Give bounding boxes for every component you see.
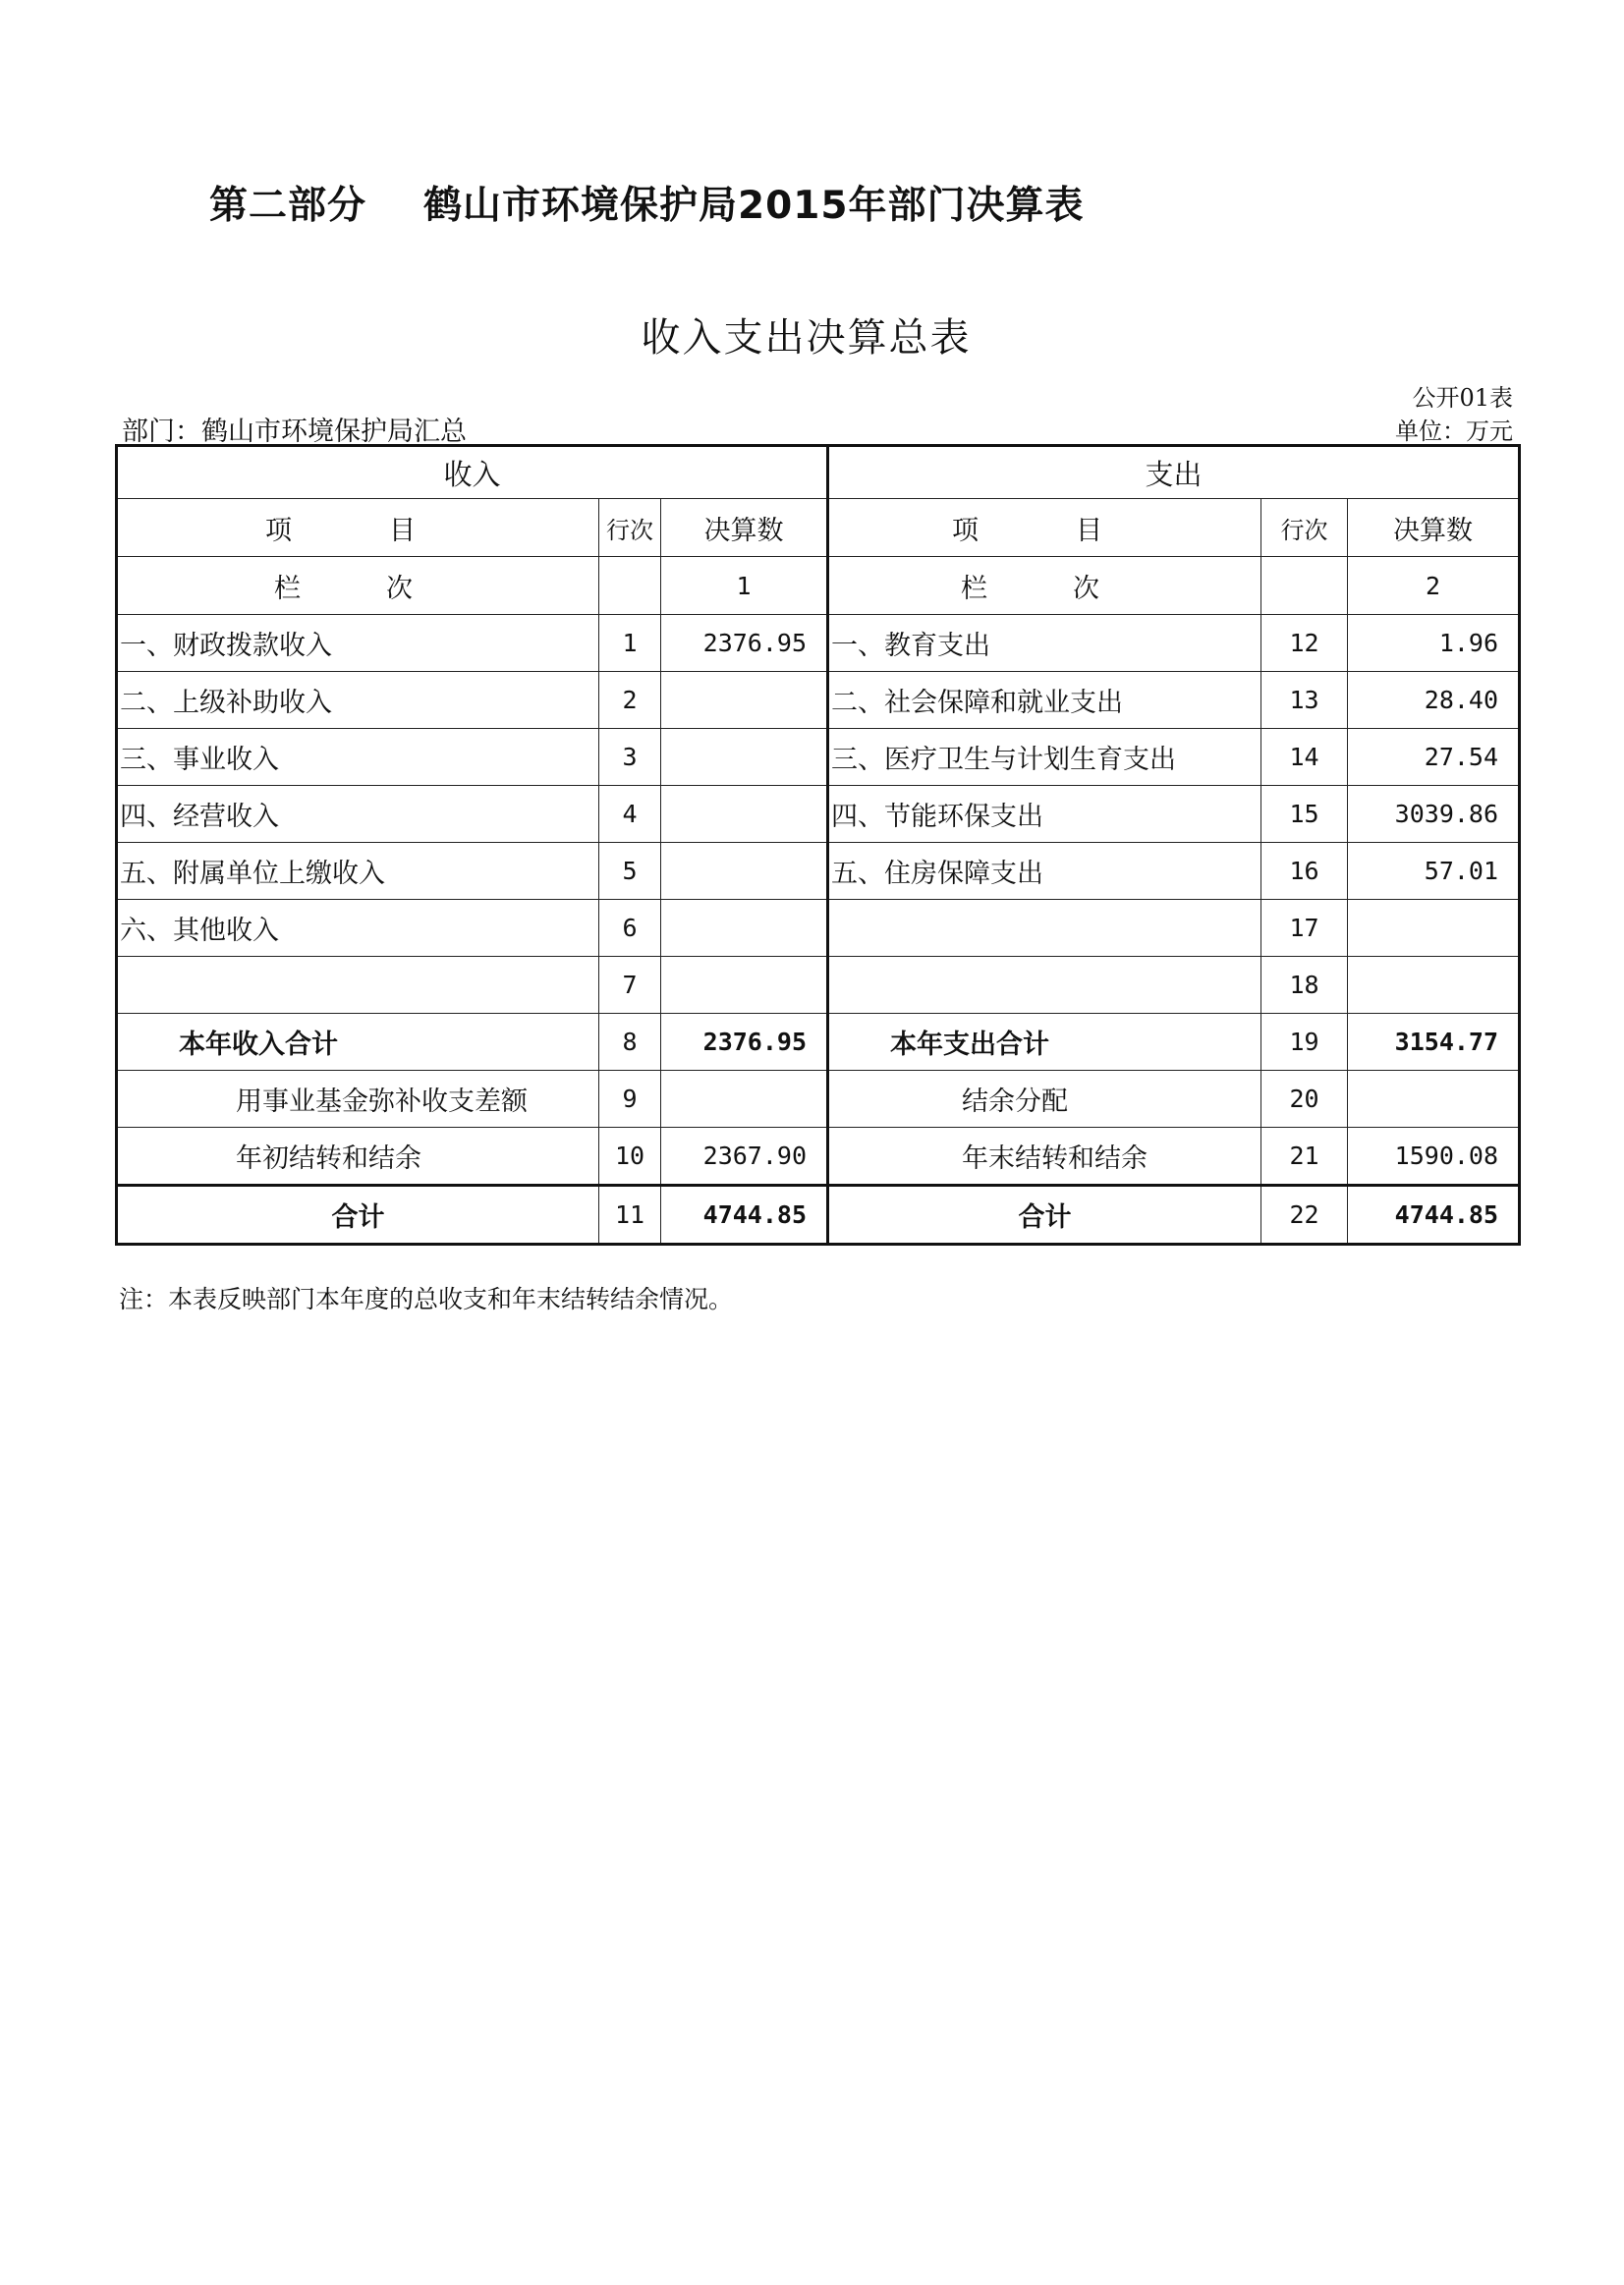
table-row — [117, 615, 1520, 672]
expense-row-no: 18 — [1261, 957, 1348, 1014]
income-row-no: 10 — [599, 1128, 661, 1186]
column-number-row — [117, 557, 1520, 615]
expense-row-no: 15 — [1261, 786, 1348, 843]
income-row-no: 4 — [599, 786, 661, 843]
income-supplement-label: 用事业基金弥补收支差额 — [117, 1071, 599, 1128]
expense-rowno-header: 行次 — [1261, 499, 1348, 557]
income-item: 六、其他收入 — [117, 900, 599, 957]
form-number: 公开01表 — [1412, 384, 1513, 412]
expense-section-header: 支出 — [828, 446, 1520, 499]
expense-amount-header: 决算数 — [1348, 499, 1520, 557]
document-heading — [209, 175, 1085, 230]
expense-supplement-label: 结余分配 — [828, 1071, 1261, 1128]
income-row-no: 2 — [599, 672, 661, 729]
income-amount — [661, 729, 828, 786]
expense-item: 一、教育支出 — [828, 615, 1261, 672]
unit-label: 单位：万元 — [1395, 418, 1513, 445]
income-item: 五、附属单位上缴收入 — [117, 843, 599, 900]
expense-year-total-amount: 3154.77 — [1348, 1014, 1520, 1071]
expense-row-no: 20 — [1261, 1071, 1348, 1128]
table-title: 收入支出决算总表 — [641, 315, 972, 361]
expense-item: 四、节能环保支出 — [828, 786, 1261, 843]
income-section-header: 收入 — [117, 446, 828, 499]
income-year-total-amount: 2376.95 — [661, 1014, 828, 1071]
income-amount: 2376.95 — [661, 615, 828, 672]
expense-item: 三、医疗卫生与计划生育支出 — [828, 729, 1261, 786]
expense-supplement-amount — [1348, 1071, 1520, 1128]
year-total-row — [117, 1014, 1520, 1071]
income-item — [117, 957, 599, 1014]
expense-amount: 1.96 — [1348, 615, 1520, 672]
income-amount — [661, 786, 828, 843]
income-amount-header: 决算数 — [661, 499, 828, 557]
income-row-no: 11 — [599, 1186, 661, 1245]
expense-row-no: 17 — [1261, 900, 1348, 957]
income-supplement-amount — [661, 1071, 828, 1128]
income-item: 二、上级补助收入 — [117, 672, 599, 729]
income-rowno-header: 行次 — [599, 499, 661, 557]
empty-cell — [1261, 557, 1348, 615]
expense-item — [828, 957, 1261, 1014]
expense-row-no: 14 — [1261, 729, 1348, 786]
expense-amount: 3039.86 — [1348, 786, 1520, 843]
expense-amount: 28.40 — [1348, 672, 1520, 729]
part-label: 第二部分 — [209, 184, 367, 228]
section-header-row — [117, 446, 1520, 499]
income-row-no: 5 — [599, 843, 661, 900]
expense-amount: 27.54 — [1348, 729, 1520, 786]
report-name: 鹤山市环境保护局2015年部门决算表 — [423, 184, 1085, 228]
table-row — [117, 729, 1520, 786]
expense-row-no: 12 — [1261, 615, 1348, 672]
expense-row-no: 19 — [1261, 1014, 1348, 1071]
income-amount — [661, 900, 828, 957]
table-row — [117, 786, 1520, 843]
expense-item: 二、社会保障和就业支出 — [828, 672, 1261, 729]
expense-item: 五、住房保障支出 — [828, 843, 1261, 900]
expense-carryover-amount: 1590.08 — [1348, 1128, 1520, 1186]
income-grand-total-label: 合计 — [117, 1186, 599, 1245]
income-amount — [661, 672, 828, 729]
expense-amount: 57.01 — [1348, 843, 1520, 900]
income-item: 三、事业收入 — [117, 729, 599, 786]
income-item: 一、财政拨款收入 — [117, 615, 599, 672]
expense-carryover-label: 年末结转和结余 — [828, 1128, 1261, 1186]
expense-row-no: 13 — [1261, 672, 1348, 729]
income-column-label: 栏 次 — [117, 557, 599, 615]
income-row-no: 6 — [599, 900, 661, 957]
supplement-row — [117, 1071, 1520, 1128]
income-amount — [661, 957, 828, 1014]
income-year-total-label: 本年收入合计 — [117, 1014, 599, 1071]
expense-row-no: 16 — [1261, 843, 1348, 900]
income-row-no: 3 — [599, 729, 661, 786]
income-amount — [661, 843, 828, 900]
income-item: 四、经营收入 — [117, 786, 599, 843]
grand-total-row — [117, 1186, 1520, 1245]
income-carryover-amount: 2367.90 — [661, 1128, 828, 1186]
income-grand-total-amount: 4744.85 — [661, 1186, 828, 1245]
table-row — [117, 900, 1520, 957]
table-row — [117, 843, 1520, 900]
expense-amount — [1348, 957, 1520, 1014]
income-carryover-label: 年初结转和结余 — [117, 1128, 599, 1186]
table-row — [117, 957, 1520, 1014]
income-row-no: 7 — [599, 957, 661, 1014]
expense-amount — [1348, 900, 1520, 957]
income-column-number: 1 — [661, 557, 828, 615]
income-row-no: 1 — [599, 615, 661, 672]
expense-grand-total-amount: 4744.85 — [1348, 1186, 1520, 1245]
column-header-row — [117, 499, 1520, 557]
table-row — [117, 672, 1520, 729]
expense-column-number: 2 — [1348, 557, 1520, 615]
income-expense-table — [115, 444, 1521, 1246]
department-label: 部门：鹤山市环境保护局汇总 — [122, 417, 467, 447]
income-row-no: 9 — [599, 1071, 661, 1128]
carryover-row — [117, 1128, 1520, 1186]
income-item-header: 项 目 — [117, 499, 599, 557]
empty-cell — [599, 557, 661, 615]
expense-year-total-label: 本年支出合计 — [828, 1014, 1261, 1071]
expense-item-header: 项 目 — [828, 499, 1261, 557]
income-row-no: 8 — [599, 1014, 661, 1071]
expense-row-no: 22 — [1261, 1186, 1348, 1245]
expense-item — [828, 900, 1261, 957]
expense-grand-total-label: 合计 — [828, 1186, 1261, 1245]
expense-column-label: 栏 次 — [828, 557, 1261, 615]
table-footnote: 注：本表反映部门本年度的总收支和年末结转结余情况。 — [119, 1285, 734, 1313]
expense-row-no: 21 — [1261, 1128, 1348, 1186]
